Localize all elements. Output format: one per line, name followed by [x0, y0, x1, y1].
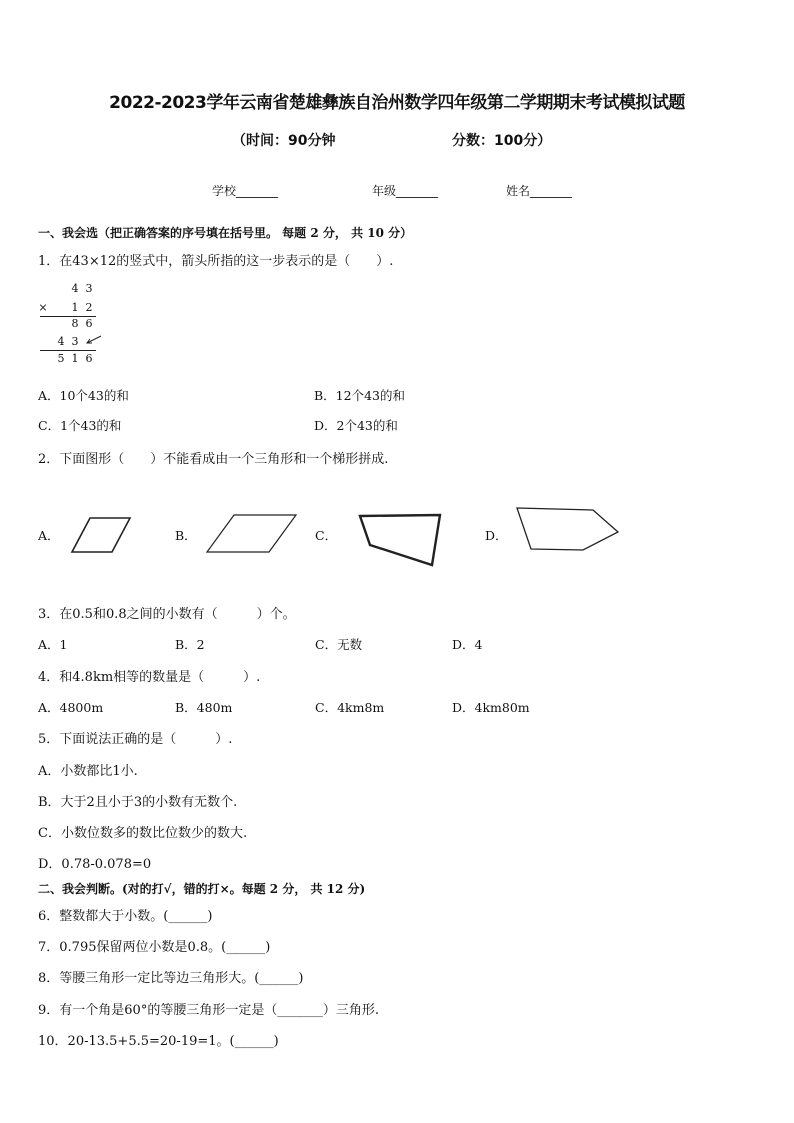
question-5: 5．下面说法正确的是（ ）.: [38, 732, 233, 747]
mult-digit: 6: [85, 317, 93, 330]
q1-option-d: D．2个43的和: [314, 418, 398, 433]
q4-option-c: C．4km8m: [315, 700, 385, 715]
mult-digit: 6: [85, 352, 93, 365]
mult-digit: 2: [85, 301, 93, 314]
school-field: 学校_______: [212, 184, 279, 198]
q5-option-b: B．大于2且小于3的小数有无数个.: [38, 795, 238, 810]
grade-field: 年级_______: [372, 184, 439, 198]
q1-option-a: A．10个43的和: [38, 388, 129, 403]
mult-digit: 1: [71, 301, 79, 314]
q3-option-d: D．4: [452, 637, 483, 652]
q2-label-d: D．: [485, 528, 508, 543]
q2-label-b: B．: [175, 528, 197, 543]
question-4: 4．和4.8km相等的数量是（ ）.: [38, 670, 261, 685]
vertical-multiplication: [36, 282, 106, 368]
judge-item-8: 8．等腰三角形一定比等边三角形大。(______): [38, 971, 304, 986]
section1-heading: 一、我会选（把正确答案的序号填在括号里。 每题 2 分， 共 10 分）: [38, 226, 413, 240]
exam-time: （时间：90分钟: [232, 133, 336, 149]
q5-option-c: C．小数位数多的数比位数少的数大.: [38, 826, 248, 841]
judge-item-6: 6．整数都大于小数。(______): [38, 909, 213, 924]
judge-item-10: 10．20-13.5+5.5=20-19=1。(______): [38, 1034, 279, 1049]
q3-option-b: B．2: [175, 637, 205, 652]
name-field: 姓名_______: [506, 184, 573, 198]
shape-c-quadrilateral: [358, 512, 444, 568]
mult-digit: 4: [57, 335, 65, 348]
times-sign: ×: [38, 301, 48, 314]
q5-option-d: D．0.78-0.078=0: [38, 857, 152, 872]
question-3: 3．在0.5和0.8之间的小数有（ ）个。: [38, 607, 296, 622]
q2-label-a: A．: [38, 528, 60, 543]
q4-option-d: D．4km80m: [452, 700, 530, 715]
mult-digit: 3: [71, 335, 79, 348]
page-title: 2022-2023学年云南省楚雄彝族自治州数学四年级第二学期期末考试模拟试题: [109, 93, 685, 113]
question-1: 1．在43×12的竖式中，箭头所指的这一步表示的是（ ）.: [38, 254, 394, 269]
shape-b-parallelogram: [206, 514, 298, 554]
section2-heading: 二、我会判断。(对的打√，错的打×。每题 2 分， 共 12 分): [38, 882, 366, 896]
mult-digit: 8: [71, 317, 79, 330]
q1-option-b: B．12个43的和: [314, 388, 405, 403]
mult-digit: 3: [85, 282, 93, 295]
mult-digit: 4: [71, 282, 79, 295]
judge-item-7: 7．0.795保留两位小数是0.8。(______): [38, 940, 271, 955]
shape-a-parallelogram: [70, 516, 132, 554]
q4-option-a: A．4800m: [38, 700, 104, 715]
q4-option-b: B．480m: [175, 700, 233, 715]
rule-line: [40, 350, 96, 351]
q1-option-c: C．1个43的和: [38, 418, 122, 433]
question-2: 2．下面图形（ ）不能看成由一个三角形和一个梯形拼成.: [38, 452, 389, 467]
exam-score: 分数：100分）: [452, 133, 552, 149]
q5-option-a: A．小数都比1小.: [38, 764, 138, 779]
shape-d-pentagon: [515, 506, 621, 552]
q3-option-c: C．无数: [315, 637, 363, 652]
mult-digit: 1: [71, 352, 79, 365]
q2-label-c: C．: [315, 528, 338, 543]
judge-item-9: 9．有一个角是60°的等腰三角形一定是（_______）三角形.: [38, 1003, 379, 1018]
arrow-icon: [84, 334, 104, 346]
mult-digit: 5: [57, 352, 65, 365]
q3-option-a: A．1: [38, 637, 68, 652]
